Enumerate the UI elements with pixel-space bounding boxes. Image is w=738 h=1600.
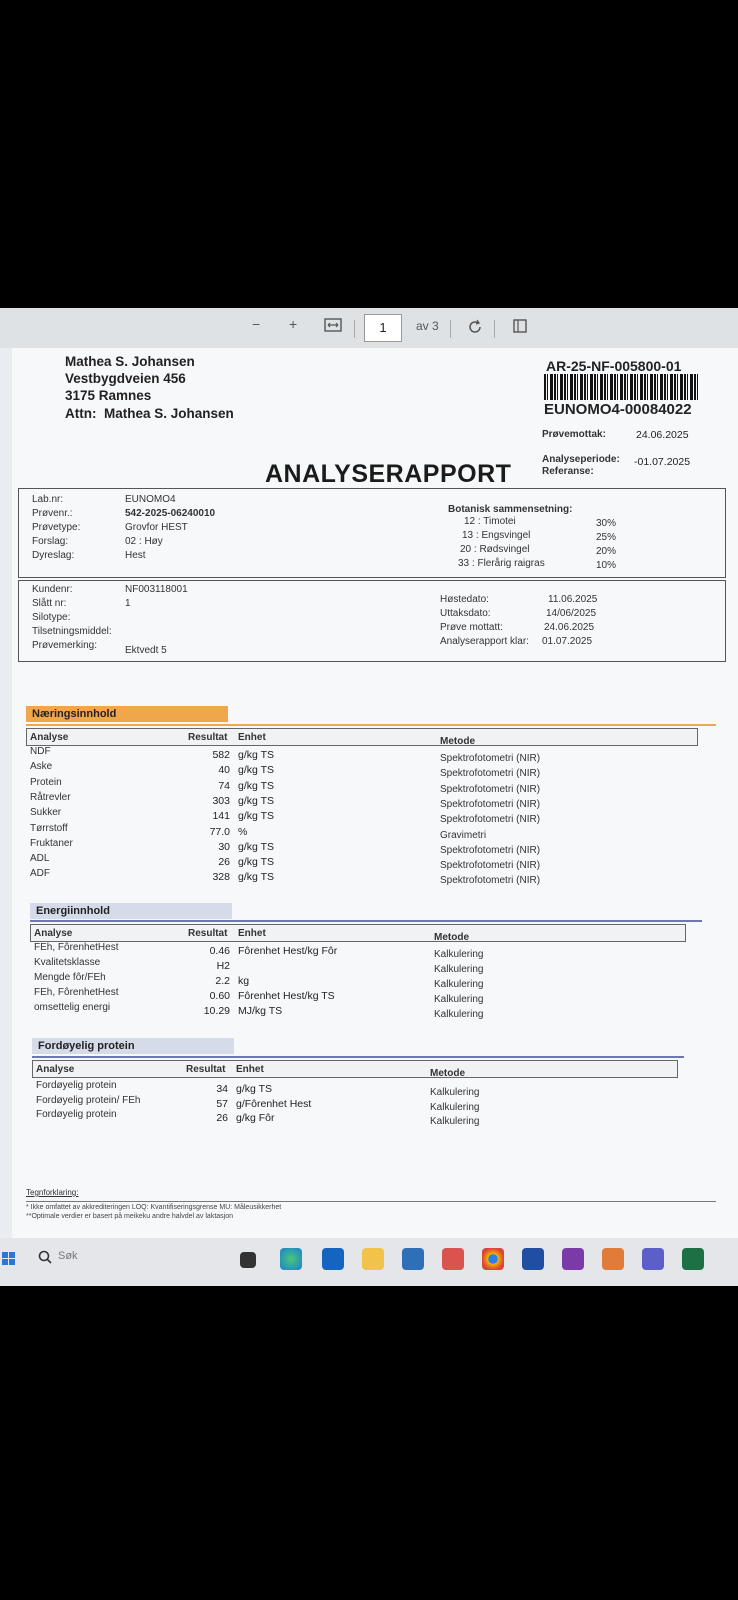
- date-label: Analyserapport klar:: [440, 636, 529, 647]
- zoom-out-button[interactable]: −: [252, 316, 261, 332]
- col-header-analyse: Analyse: [36, 1064, 75, 1075]
- file-explorer-icon[interactable]: [362, 1248, 384, 1270]
- sample-value: 02 : Høy: [125, 536, 163, 547]
- table-row-metode: Kalkulering: [434, 979, 484, 990]
- task-view-icon[interactable]: [240, 1252, 256, 1268]
- page-count-label: av 3: [416, 319, 439, 333]
- table-row-resultat: 2.2: [215, 975, 230, 987]
- store-icon[interactable]: [402, 1248, 424, 1270]
- date-label: Høstedato:: [440, 594, 489, 605]
- search-icon[interactable]: [38, 1250, 52, 1269]
- table-row-resultat: 0.46: [209, 945, 230, 957]
- botanisk-name: 13 : Engsvingel: [462, 530, 531, 541]
- table-row-resultat: 303: [212, 794, 230, 807]
- sample-label: Dyreslag:: [32, 550, 75, 561]
- table-row-analyse: ADF: [30, 868, 50, 880]
- table-row-enhet: g/kg TS: [238, 810, 274, 823]
- table-row-analyse: Aske: [30, 761, 53, 773]
- col-header-enhet: Enhet: [238, 928, 266, 939]
- customer-label: Prøvemerking:: [32, 640, 98, 651]
- table-row-enhet: g/kg Fôr: [236, 1112, 275, 1124]
- botanisk-pct: 20%: [596, 546, 617, 557]
- table-row-resultat: 40: [218, 764, 230, 777]
- app-icon[interactable]: [442, 1248, 464, 1270]
- zoom-in-button[interactable]: +: [289, 316, 298, 332]
- date-value: 14/06/2025: [546, 608, 597, 619]
- table-row-metode: Kalkulering: [430, 1087, 480, 1098]
- table-row-analyse: FEh, FôrenhetHest: [34, 942, 119, 953]
- onenote-icon[interactable]: [562, 1248, 584, 1270]
- table-row-resultat: 34: [216, 1083, 228, 1095]
- sample-value: EUNOMO4: [125, 494, 176, 505]
- table-row-enhet: kg: [238, 975, 250, 987]
- legend-line-2: **Optimale verdier er basert på meikeku andre halvdel av laktasjon: [26, 1213, 233, 1220]
- sample-label: Prøvetype:: [32, 522, 81, 533]
- recipient-city: 3175 Ramnes: [65, 388, 152, 403]
- table-row-enhet: MJ/kg TS: [238, 1005, 283, 1017]
- table-row-metode: Kalkulering: [430, 1101, 480, 1113]
- table-row-metode: Kalkulering: [434, 949, 484, 960]
- table-row-resultat: 141: [212, 810, 230, 823]
- botanisk-pct: 30%: [596, 518, 617, 529]
- chrome-icon[interactable]: [482, 1248, 504, 1270]
- col-header-resultat: Resultat: [188, 732, 228, 743]
- table-row-resultat: 328: [212, 871, 230, 884]
- customer-label: Tilsetningsmiddel:: [32, 626, 112, 637]
- table-row-resultat: 10.29: [203, 1005, 230, 1017]
- sample-label: Prøvenr.:: [32, 508, 73, 519]
- taskbar-search-input[interactable]: Søk: [58, 1250, 78, 1262]
- edge-icon[interactable]: [280, 1248, 302, 1270]
- table-row-resultat: H2: [216, 960, 230, 972]
- provemottak-value: 24.06.2025: [636, 429, 689, 441]
- section-energiinnhold-title: Energiinnhold: [30, 903, 232, 919]
- table-row-enhet: g/kg TS: [238, 779, 274, 792]
- protein-header-row: [32, 1060, 678, 1078]
- table-row-metode: Spektrofotometri (NIR): [440, 844, 541, 856]
- table-row-analyse: Fordøyelig protein/ FEh: [36, 1094, 141, 1106]
- table-row-analyse: Fruktaner: [30, 837, 73, 849]
- col-header-analyse: Analyse: [30, 732, 69, 743]
- table-row-enhet: g/kg TS: [238, 764, 274, 777]
- sample-value: Grovfor HEST: [125, 522, 188, 533]
- col-header-metode: Metode: [434, 932, 469, 943]
- table-row-resultat: 57: [216, 1097, 228, 1110]
- date-value: 01.07.2025: [542, 636, 593, 647]
- col-header-resultat: Resultat: [188, 928, 228, 939]
- botanisk-pct: 25%: [596, 532, 617, 543]
- legend-heading: Tegnforklaring:: [26, 1188, 79, 1197]
- table-row-enhet: Fôrenhet Hest/kg Fôr: [238, 945, 338, 957]
- col-header-enhet: Enhet: [238, 732, 266, 743]
- taskbar: [0, 1238, 738, 1286]
- table-row-metode: Spektrofotometri (NIR): [440, 753, 541, 764]
- report-title: ANALYSERAPPORT: [265, 460, 512, 488]
- table-row-metode: Spektrofotometri (NIR): [440, 783, 541, 795]
- table-row-enhet: g/kg TS: [238, 840, 274, 853]
- botanisk-label: Botanisk sammensetning:: [448, 504, 573, 515]
- customer-value: Ektvedt 5: [125, 645, 167, 656]
- table-row-metode: Kalkulering: [434, 994, 484, 1005]
- fit-width-icon[interactable]: [324, 318, 342, 335]
- table-row-analyse: Kvalitetsklasse: [34, 957, 101, 968]
- section-naeringsinnhold-title: Næringsinnhold: [26, 706, 228, 722]
- customer-label: Slått nr:: [32, 598, 67, 609]
- col-header-resultat: Resultat: [186, 1064, 226, 1075]
- customer-value: NF003118001: [125, 584, 188, 595]
- table-row-metode: Spektrofotometri (NIR): [440, 875, 541, 887]
- botanisk-name: 33 : Flerårig raigras: [458, 558, 545, 569]
- col-header-metode: Metode: [440, 736, 475, 747]
- table-row-enhet: %: [238, 825, 248, 838]
- botanisk-pct: 10%: [596, 560, 617, 571]
- table-row-enhet: Fôrenhet Hest/kg TS: [238, 990, 335, 1002]
- col-header-analyse: Analyse: [34, 928, 73, 939]
- pdf-page: [12, 348, 738, 1248]
- table-row-resultat: 26: [216, 1112, 228, 1124]
- table-row-analyse: Fordøyelig protein: [36, 1080, 117, 1091]
- table-row-analyse: Råtrevler: [30, 791, 71, 803]
- sample-label: Lab.nr:: [32, 494, 64, 505]
- table-row-analyse: FEh, FôrenhetHest: [34, 987, 119, 998]
- provemottak-label: Prøvemottak:: [542, 429, 606, 440]
- report-reference-number: AR-25-NF-005800-01: [546, 358, 682, 374]
- table-row-enhet: g/kg TS: [238, 871, 274, 884]
- date-value: 11.06.2025: [548, 594, 598, 605]
- table-row-resultat: 26: [218, 856, 230, 869]
- table-row-resultat: 30: [218, 840, 230, 853]
- botanisk-name: 20 : Rødsvingel: [460, 544, 530, 555]
- section-protein-title: Fordøyelig protein: [32, 1038, 234, 1054]
- table-row-analyse: Fordøyelig protein: [36, 1109, 117, 1120]
- rotate-icon[interactable]: [466, 318, 484, 339]
- sample-label: Forslag:: [32, 536, 69, 547]
- pdf-viewer-window: [0, 308, 738, 1286]
- col-header-metode: Metode: [430, 1068, 465, 1079]
- analyseperiode-label: Analyseperiode:: [542, 454, 620, 465]
- table-row-analyse: Mengde fôr/FEh: [34, 972, 106, 983]
- table-row-analyse: omsettelig energi: [34, 1002, 111, 1013]
- table-row-analyse: ADL: [30, 853, 50, 865]
- excel-icon[interactable]: [682, 1248, 704, 1270]
- table-row-analyse: Sukker: [30, 807, 62, 819]
- referanse-label: Referanse:: [542, 466, 594, 477]
- outlook-icon[interactable]: [322, 1248, 344, 1270]
- barcode: [544, 374, 700, 400]
- table-row-metode: Gravimetri: [440, 829, 487, 841]
- table-row-metode: Spektrofotometri (NIR): [440, 860, 541, 872]
- report-code: EUNOMO4-00084022: [544, 401, 692, 418]
- powerpoint-icon[interactable]: [602, 1248, 624, 1270]
- customer-label: Silotype:: [32, 612, 71, 623]
- recipient-street: Vestbygdveien 456: [65, 371, 186, 386]
- page-number-input[interactable]: 1: [364, 314, 402, 342]
- table-row-resultat: 77.0: [209, 825, 230, 838]
- table-row-metode: Kalkulering: [434, 1009, 484, 1020]
- legend-line-1: * Ikke omfattet av akkrediteringen LOQ: Kvantifiseringsgrense MU: Måleusikkerhet: [26, 1204, 282, 1211]
- col-header-enhet: Enhet: [236, 1064, 264, 1075]
- sample-value: 542-2025-06240010: [125, 508, 216, 519]
- pdf-toolbar: [0, 308, 738, 348]
- table-row-metode: Kalkulering: [434, 964, 484, 975]
- table-row-resultat: 582: [212, 749, 230, 761]
- page-view-icon[interactable]: [512, 318, 528, 337]
- customer-value: 1: [125, 598, 131, 609]
- table-row-resultat: 0.60: [209, 990, 230, 1002]
- attn-name: Mathea S. Johansen: [104, 406, 234, 421]
- naering-header-row: [26, 728, 698, 746]
- lync-icon[interactable]: [522, 1248, 544, 1270]
- table-row-enhet: g/kg TS: [236, 1083, 272, 1095]
- teams-icon[interactable]: [642, 1248, 664, 1270]
- date-value: 24.06.2025: [544, 622, 595, 633]
- table-row-metode: Spektrofotometri (NIR): [440, 814, 541, 826]
- attn-label: Attn:: [65, 406, 97, 421]
- date-label: Prøve mottatt:: [440, 622, 503, 633]
- table-row-enhet: g/Fôrenhet Hest: [236, 1097, 312, 1110]
- date-label: Uttaksdato:: [440, 608, 491, 619]
- table-row-enhet: g/kg TS: [238, 794, 274, 807]
- table-row-analyse: Protein: [30, 776, 62, 788]
- windows-start-icon[interactable]: [2, 1252, 16, 1266]
- table-row-analyse: Tørrstoff: [30, 822, 68, 834]
- table-row-enhet: g/kg TS: [238, 749, 274, 761]
- analyseperiode-value: -01.07.2025: [634, 456, 691, 468]
- energi-header-row: [30, 924, 686, 942]
- table-row-analyse: NDF: [30, 746, 51, 757]
- recipient-name: Mathea S. Johansen: [65, 354, 195, 369]
- customer-label: Kundenr:: [32, 584, 73, 595]
- table-row-metode: Spektrofotometri (NIR): [440, 768, 541, 780]
- table-row-enhet: g/kg TS: [238, 856, 274, 869]
- botanisk-name: 12 : Timotei: [464, 516, 516, 527]
- table-row-metode: Spektrofotometri (NIR): [440, 798, 541, 810]
- sample-value: Hest: [125, 550, 146, 561]
- table-row-resultat: 74: [218, 779, 230, 792]
- table-row-metode: Kalkulering: [430, 1116, 480, 1127]
